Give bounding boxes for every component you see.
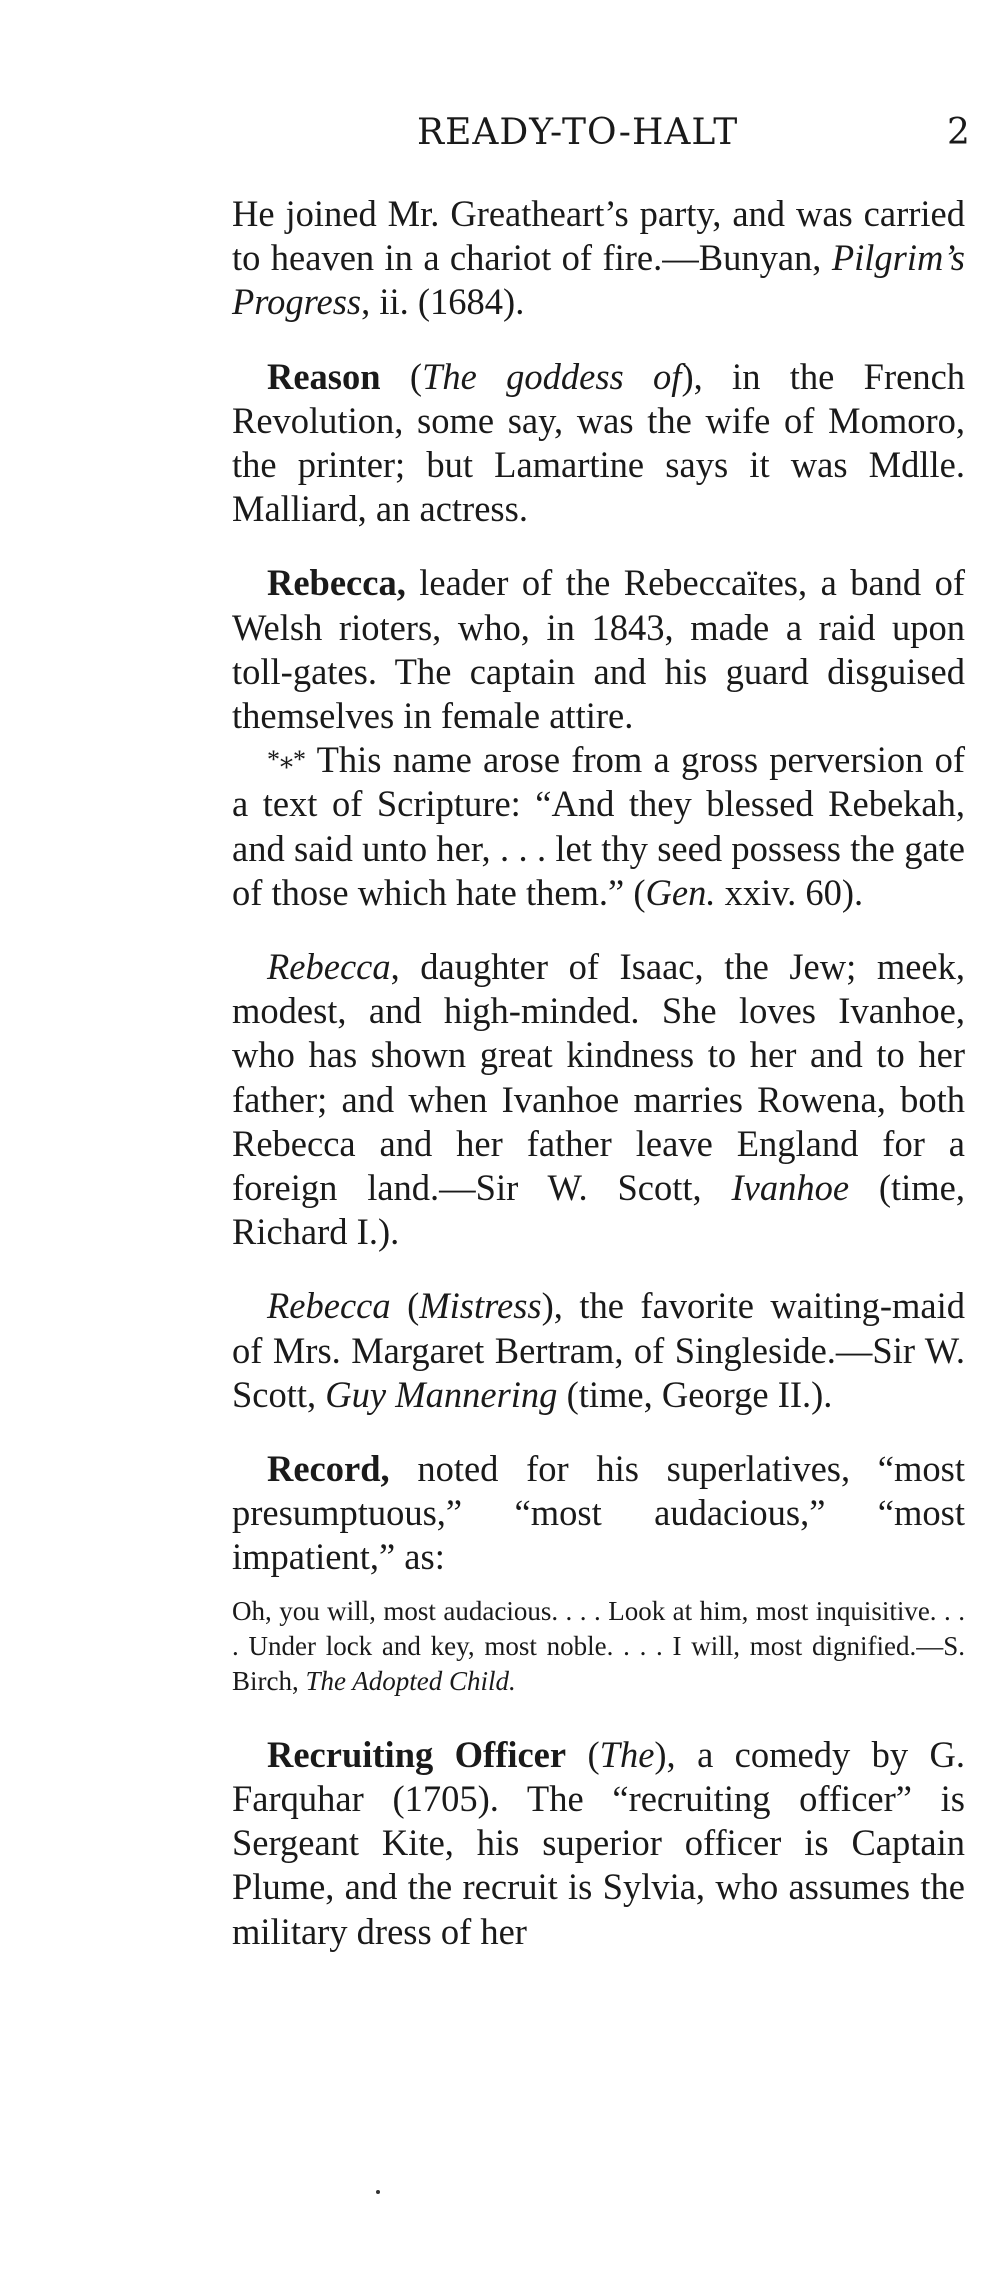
entry-text: (time, Richard I.). — [232, 1167, 966, 1253]
entry-continuation — [232, 192, 965, 325]
quote-source-title: The Adopted Child. — [305, 1665, 516, 1696]
entry-text: ), a comedy by G. Farquhar (1705). The “recruiting officer” is Sergeant Kite, his superior officer is Captain Plume, and the recruit is Sylvia, who assumes the military dress of her — [232, 1733, 965, 1952]
qualifier: Mistress — [419, 1285, 542, 1327]
entry-text: , daughter of Isaac, the Jew; meek, modest, and high-minded. She loves Ivanhoe, who has shown great kindness to her and to her father; and when Ivanhoe marries Rowena, both Rebecca and her father leave England for a foreign land.—Sir W. Scott, — [232, 946, 965, 1209]
running-head — [232, 112, 972, 162]
headword: Record, — [267, 1448, 390, 1490]
entry-text: ), in the French Revolution, some say, was the wife of Momoro, the printer; but Lamartine says it was Mdlle. Malliard, an actress. — [232, 355, 966, 530]
entry-text: (time, George II.). — [557, 1373, 833, 1415]
entry-recruiting-officer: Recruiting Officer (The), a comedy by G. Farquhar (1705). The “recruiting officer” is Sergeant Kite, his superior officer is Captain Plume, and the recruit is Sylvia, who assumes the military dress of her — [232, 1733, 965, 1952]
entry-rebecca-leader — [232, 561, 965, 738]
work-title: Guy Mannering — [325, 1373, 558, 1415]
scripture-ref: Gen. — [645, 871, 716, 913]
entry-record — [232, 1447, 965, 1580]
entry-reason: Reason (The goddess of), in the French Revolution, some say, was the wife of Momoro, the printer; but Lamartine says it was Mdlle. Malliard, an actress. — [232, 355, 966, 530]
entry-rebecca-note — [232, 738, 965, 915]
page-body — [232, 192, 965, 1984]
entry-text: ), the favorite waiting-maid of Mrs. Margaret Bertram, of Singleside.—Sir W. Scott, — [232, 1285, 966, 1415]
page-number: 2 — [947, 112, 970, 153]
entry-text: , ii. (1684). — [361, 281, 525, 323]
headword: Rebecca — [267, 946, 391, 988]
qualifier: The — [599, 1733, 655, 1775]
entry-text: noted for his superlatives, “most presumptuous,” “most audacious,” “most impatient,” as: — [232, 1448, 965, 1578]
running-title: READY-TO-HALT — [417, 112, 739, 153]
entry-text: He joined Mr. Greatheart’s party, and was carried to heaven in a chariot of fire.—Bunyan, — [232, 193, 965, 279]
headword: Reason — [267, 355, 381, 397]
work-title: Ivanhoe — [731, 1167, 850, 1209]
entry-text: leader of the Rebeccaïtes, a band of Welsh rioters, who, in 1843, made a raid upon toll-gates. The captain and his guard disguised themselves in female attire. — [232, 562, 965, 737]
block-quote — [232, 1594, 965, 1699]
print-speck — [376, 2190, 380, 2194]
entry-text: This name arose from a gross perversion of a text of Scripture: “And they blessed Rebekah, and said unto her, . . . let thy seed possess the gate of those which hate them.” ( — [232, 739, 965, 913]
quote-text: Oh, you will, most audacious. . . . Look at him, most inquisitive. . . . Under lock and key, most noble. . . . I will, most dignified.—S. Birch, — [232, 1595, 965, 1696]
asterism-icon: *⁎* — [267, 745, 306, 775]
headword: Recruiting Officer — [267, 1733, 567, 1775]
headword: Rebecca, — [267, 562, 406, 604]
entry-rebecca-isaac — [232, 945, 965, 1254]
work-title: Pilgrim’s Progress — [232, 237, 965, 323]
qualifier: The goddess of — [422, 355, 682, 397]
entry-text: xxiv. 60). — [715, 871, 864, 913]
entry-rebecca-mistress: Rebecca (Mistress), the favorite waiting-maid of Mrs. Margaret Bertram, of Singleside.—Sir W. Scott, Guy Mannering (time, George II.). — [232, 1285, 966, 1415]
headword: Rebecca — [267, 1285, 391, 1327]
